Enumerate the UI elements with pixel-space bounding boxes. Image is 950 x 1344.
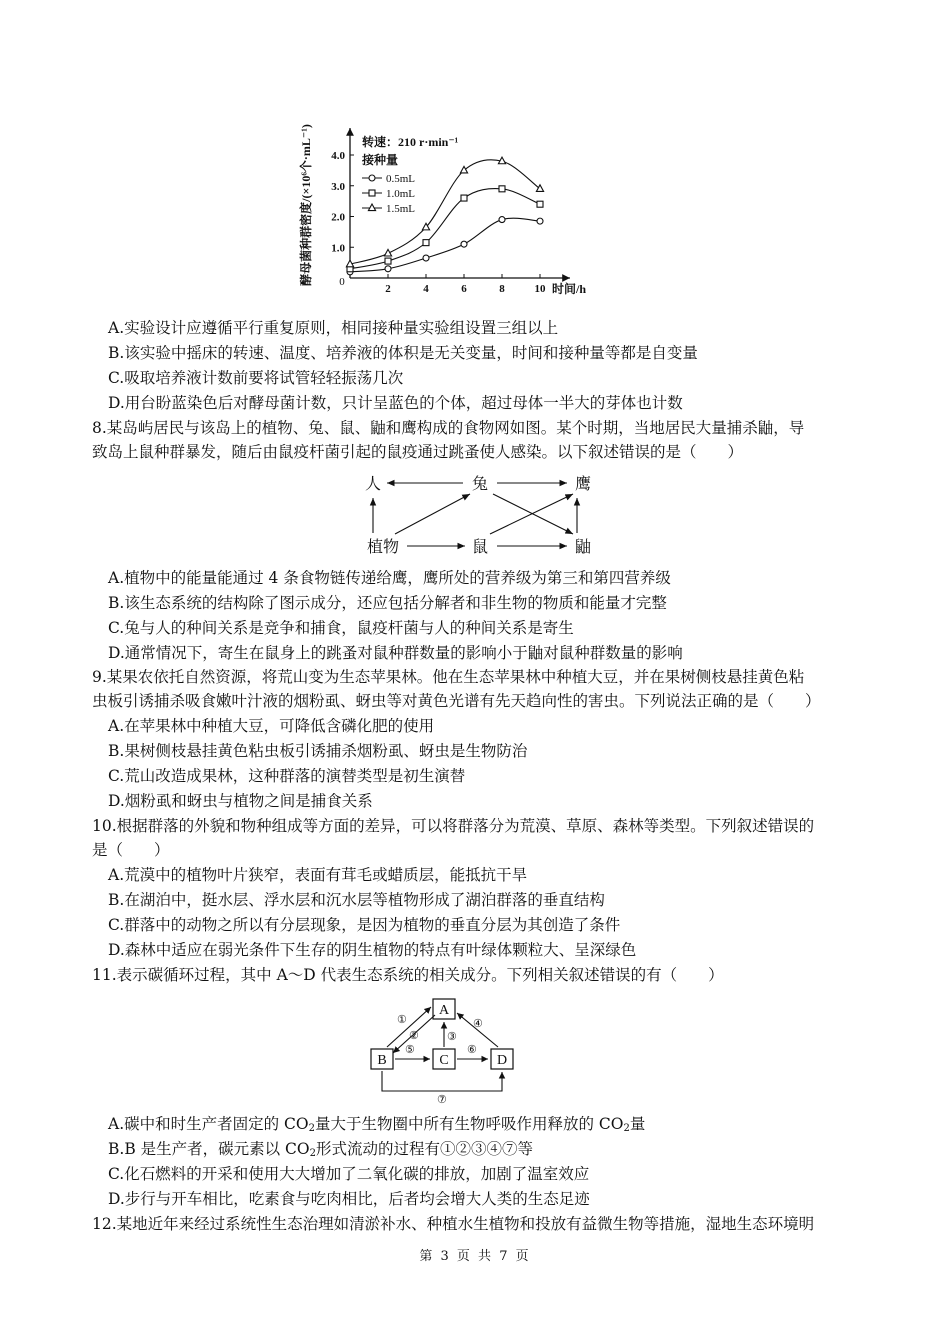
data-point-0.5mL: [461, 241, 467, 247]
series-line-1.5mL: [350, 160, 540, 264]
q11-stem: 11.表示碳循环过程，其中 A～D 代表生态系统的相关成分。下列相关叙述错误的有（ ）: [92, 966, 724, 984]
data-point-1.0mL: [385, 258, 391, 264]
x-tick-label: 10: [534, 283, 546, 295]
q8-stem-line2: 致岛上鼠种群暴发，随后由鼠疫杆菌引起的鼠疫通过跳蚤使人感染。以下叙述错误的是（ ）: [92, 443, 744, 461]
x-tick-label: 2: [385, 283, 391, 295]
chart-legend: [362, 173, 415, 215]
legend-marker: [369, 190, 375, 196]
data-point-1.0mL: [423, 240, 429, 246]
q9-option-d: D.烟粉虱和蚜虫与植物之间是捕食关系: [108, 792, 373, 810]
y-tick-label: 4.0: [331, 150, 345, 162]
q8-stem-line1: 8.某岛屿居民与该岛上的植物、兔、鼠、鼬和鹰构成的食物网如图。某个时期，当地居民大量捕杀鼬，导: [92, 419, 805, 437]
node-rabbit: 兔: [471, 476, 489, 493]
q10-option-d: D.森林中适应在弱光条件下生存的阴生植物的特点有叶绿体颗粒大、呈深绿色: [108, 941, 637, 959]
legend-marker: [368, 204, 375, 211]
q9-option-b: B.果树侧枝悬挂黄色粘虫板引诱捕杀烟粉虱、蚜虫是生物防治: [108, 742, 528, 760]
legend-label: 0.5mL: [386, 173, 416, 185]
q10-option-b: B.在湖泊中，挺水层、浮水层和沉水层等植物形成了湖泊群落的垂直结构: [108, 891, 605, 909]
x-tick-label: 4: [423, 283, 429, 295]
num-6: ⑥: [467, 1044, 477, 1056]
chart-title: 转速：210 r·min⁻¹: [362, 135, 459, 149]
q10-stem-line1: 10.根据群落的外貌和物种组成等方面的差异，可以将群落分为荒漠、草原、森林等类型。下列叙述错误的: [92, 817, 815, 835]
q8-option-a: A.植物中的能量能通过 4 条食物链传递给鹰，鹰所处的营养级为第三和第四营养级: [108, 569, 671, 587]
q9-option-a: A.在苹果林中种植大豆，可降低含磷化肥的使用: [108, 717, 435, 735]
q7-option-a: A.实验设计应遵循平行重复原则，相同接种量实验组设置三组以上: [108, 319, 559, 337]
q9-stem-line2: 虫板引诱捕杀吸食嫩叶汁液的烟粉虱、蚜虫等对黄色光谱有先天趋向性的害虫。下列说法正确的是（ ）: [92, 692, 821, 710]
data-point-0.5mL: [385, 266, 391, 272]
q11-option-b: B.B 是生产者，碳元素以 $CO_2$形式流动的过程有①②③④⑦等: [108, 1140, 534, 1159]
q8-option-b: B.该生态系统的结构除了图示成分，还应包括分解者和非生物的物质和能量才完整: [108, 594, 667, 612]
label-d: D: [496, 1053, 508, 1068]
y-tick-label: 3.0: [331, 180, 345, 193]
node-eagle: 鹰: [574, 476, 592, 493]
x-tick-label: 8: [499, 283, 505, 295]
label-c: C: [439, 1053, 449, 1068]
data-point-0.5mL: [423, 255, 429, 261]
legend-title: 接种量: [362, 153, 399, 167]
q11-option-a: A.碳中和时生产者固定的 $CO_2$量大于生物圈中所有生物呼吸作用释放的 $CO_2$量: [108, 1115, 646, 1134]
label-a: A: [438, 1003, 450, 1018]
num-4: ④: [473, 1018, 483, 1030]
x-axis-label: 时间/h: [552, 282, 587, 296]
legend-label: 1.0mL: [386, 188, 416, 200]
node-weasel: 鼬: [574, 539, 592, 556]
y-axis-label: 酵母菌种群密度/(×10⁶个·mL⁻¹): [299, 124, 313, 286]
arrow-7: [382, 1071, 502, 1091]
node-plant: 植物: [366, 539, 400, 556]
carbon-cycle-diagram: [365, 993, 525, 1105]
num-1: ①: [397, 1014, 407, 1026]
q9-stem-line1: 9.某果农依托自然资源，将荒山变为生态苹果林。他在生态苹果林中种植大豆，并在果树侧枝悬挂黄色粘: [92, 668, 805, 686]
y-tick-label: 1.0: [331, 242, 345, 255]
num-2: ②: [409, 1030, 419, 1042]
node-rat: 鼠: [471, 539, 489, 556]
q9-option-c: C.荒山改造成果林，这种群落的演替类型是初生演替: [108, 767, 466, 785]
num-3: ③: [447, 1031, 457, 1043]
data-point-1.5mL: [536, 185, 543, 192]
origin-label: 0: [339, 276, 345, 288]
q11-option-d: D.步行与开车相比，吃素食与吃肉相比，后者均会增大人类的生态足迹: [108, 1190, 590, 1208]
legend-label: 1.5mL: [386, 203, 416, 215]
q11-option-c: C.化石燃料的开采和使用大大增加了二氧化碳的排放，加剧了温室效应: [108, 1165, 590, 1183]
num-7: ⑦: [437, 1094, 447, 1105]
q7-option-d: D.用台盼蓝染色后对酵母菌计数，只计呈蓝色的个体，超过母体一半大的芽体也计数: [108, 394, 683, 412]
x-tick-label: 6: [461, 283, 467, 295]
q7-option-c: C.吸取培养液计数前要将试管轻轻振荡几次: [108, 369, 404, 387]
y-tick-label: 2.0: [331, 211, 345, 224]
data-point-1.0mL: [499, 186, 505, 192]
q10-option-c: C.群落中的动物之所以有分层现象，是因为植物的垂直分层为其创造了条件: [108, 916, 621, 934]
data-point-0.5mL: [537, 218, 543, 224]
legend-marker: [369, 175, 375, 181]
num-5: ⑤: [405, 1044, 415, 1056]
q8-option-c: C.兔与人的种间关系是竞争和捕食，鼠疫杆菌与人的种间关系是寄生: [108, 619, 574, 637]
q10-stem-line2: 是（ ）: [92, 841, 170, 859]
label-b: B: [377, 1053, 387, 1068]
node-human: 人: [364, 476, 382, 493]
q7-option-b: B.该实验中摇床的转速、温度、培养液的体积是无关变量，时间和接种量等都是自变量: [108, 344, 698, 362]
page-footer: 第 3 页 共 7 页: [419, 1249, 531, 1264]
data-point-1.0mL: [537, 201, 543, 207]
data-point-1.5mL: [460, 166, 467, 173]
arrow-plant-rabbit: [395, 494, 470, 534]
data-point-0.5mL: [499, 217, 505, 223]
data-point-1.0mL: [461, 195, 467, 201]
food-web-diagram: [355, 470, 605, 560]
yeast-density-chart: [290, 120, 590, 305]
q12-stem-line1: 12.某地近年来经过系统性生态治理如清淤补水、种植水生植物和投放有益微生物等措施，湿地生态环境明: [92, 1215, 815, 1233]
q8-option-d: D.通常情况下，寄生在鼠身上的跳蚤对鼠种群数量的影响小于鼬对鼠种群数量的影响: [108, 644, 683, 662]
q10-option-a: A.荒漠中的植物叶片狭窄，表面有茸毛或蜡质层，能抵抗干旱: [108, 866, 528, 884]
